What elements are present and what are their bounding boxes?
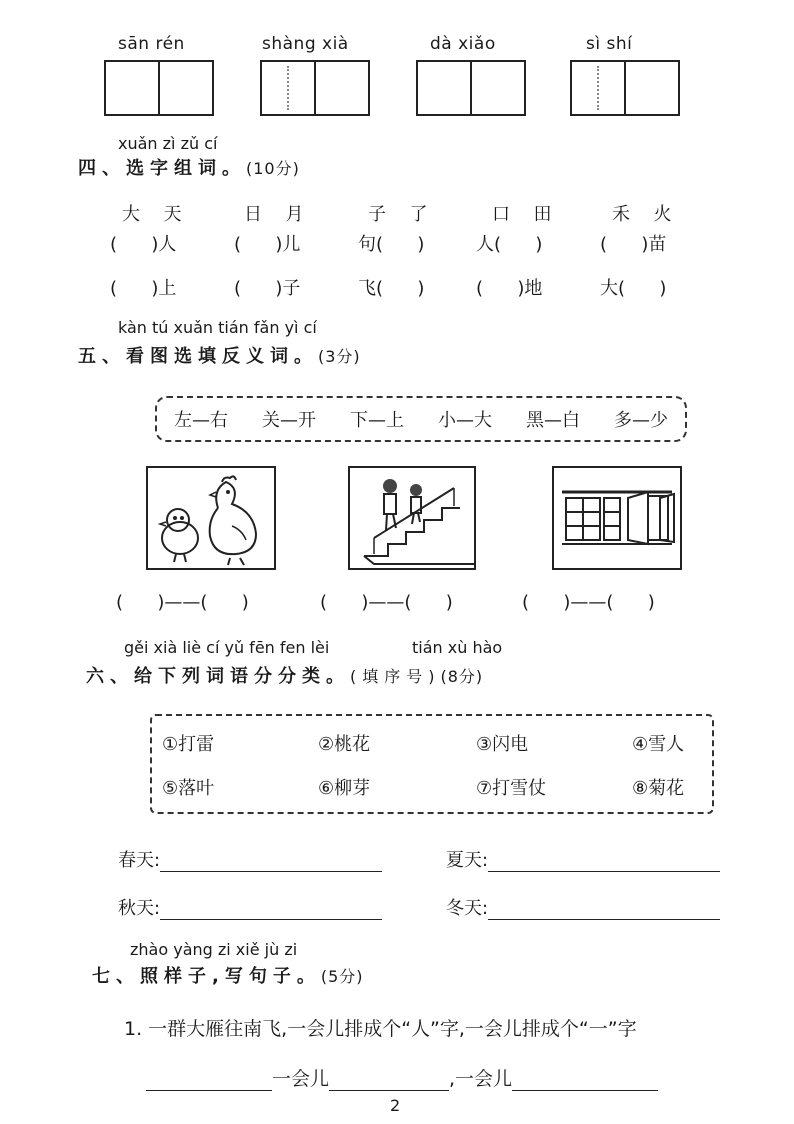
fill-blank[interactable]: 人( ): [476, 234, 543, 255]
fill-blank[interactable]: ( )苗: [600, 234, 667, 255]
antonym-pair: 黑—白: [526, 410, 580, 431]
antonym-pair: 下—上: [350, 410, 404, 431]
section5-score: (3分): [318, 347, 361, 366]
page-number: 2: [390, 1096, 401, 1115]
section7-score: (5分): [320, 967, 364, 986]
answer-line[interactable]: [512, 1070, 658, 1091]
section7-title-text: 七、照样子,写句子。: [92, 966, 321, 987]
section4-title: [78, 154, 300, 180]
answer-line[interactable]: [146, 1070, 272, 1091]
fill-blank[interactable]: 句( ): [358, 234, 425, 255]
word-item: ①打雷: [162, 734, 215, 755]
season-winter: [446, 894, 720, 920]
season-spring: [118, 846, 382, 872]
word-item: ③闪电: [476, 734, 529, 755]
writing-box-1[interactable]: [104, 60, 214, 116]
picture-children-on-stairs: [348, 466, 476, 570]
pinyin-si-shi: sì shí: [586, 34, 633, 54]
stairs-icon: [350, 468, 474, 568]
fill-blank[interactable]: ( )子: [234, 278, 301, 299]
fill-text: ,一会儿: [449, 1068, 513, 1090]
season-summer: [446, 846, 720, 872]
section6-title-text: 六、给下列词语分分类。: [86, 666, 350, 687]
antonym-pair: 关—开: [262, 410, 316, 431]
answer-line[interactable]: [160, 899, 382, 920]
section7-title: [92, 962, 364, 988]
section5-title: [78, 342, 361, 368]
writing-box-4[interactable]: [570, 60, 680, 116]
fill-blank[interactable]: ( )儿: [234, 234, 301, 255]
fill-blank[interactable]: ( )人: [110, 234, 177, 255]
picture-windows: [552, 466, 682, 570]
pinyin-shang-xia: shàng xià: [262, 34, 349, 54]
word-item: ④雪人: [632, 734, 685, 755]
season-label: 春天:: [118, 850, 161, 871]
word-item: ⑧菊花: [632, 778, 685, 799]
char-pair-1: 大 天: [122, 204, 186, 225]
answer-line[interactable]: [488, 851, 720, 872]
char-pair-2: 日 月: [244, 204, 308, 225]
antonym-answer-3[interactable]: ( )——( ): [522, 592, 655, 613]
section6-score: (8分): [440, 667, 484, 686]
classify-word-bank: [150, 714, 714, 814]
fill-blank[interactable]: 大( ): [600, 278, 667, 299]
char-pair-5: 禾 火: [612, 204, 676, 225]
season-label: 冬天:: [446, 898, 489, 919]
word-item: ⑤落叶: [162, 778, 215, 799]
antonym-pair: 左—右: [174, 410, 228, 431]
section6-title: [86, 662, 483, 688]
chick-hen-icon: [148, 468, 274, 568]
example-sentence: 1. 一群大雁往南飞,一会儿排成个“人”字,一会儿排成个“一”字: [124, 1018, 637, 1040]
word-item: ⑥柳芽: [318, 778, 371, 799]
answer-line[interactable]: [329, 1070, 449, 1091]
section4-title-text: 四、选字组词。: [78, 158, 246, 179]
window-icon: [554, 468, 680, 568]
section5-title-text: 五、看图选填反义词。: [78, 346, 318, 367]
section4-pinyin: xuǎn zì zǔ cí: [118, 134, 218, 153]
answer-line[interactable]: [488, 899, 720, 920]
word-item: ⑦打雪仗: [476, 778, 547, 799]
season-label: 秋天:: [118, 898, 161, 919]
season-label: 夏天:: [446, 850, 489, 871]
antonym-answer-1[interactable]: ( )——( ): [116, 592, 249, 613]
section6-pinyin: gěi xià liè cí yǔ fēn fen lèi: [124, 638, 330, 657]
fill-blank[interactable]: 飞( ): [358, 278, 425, 299]
writing-box-2[interactable]: [260, 60, 370, 116]
answer-line[interactable]: [160, 851, 382, 872]
section5-pinyin: kàn tú xuǎn tián fǎn yì cí: [118, 318, 317, 337]
antonym-pair: 多—少: [614, 410, 668, 431]
antonym-word-bank: [155, 396, 687, 442]
fill-blank[interactable]: ( )上: [110, 278, 177, 299]
word-item: ②桃花: [318, 734, 371, 755]
section6-pinyin-note: tián xù hào: [412, 638, 503, 657]
pinyin-san-ren: sān rén: [118, 34, 185, 54]
char-pair-3: 子 了: [368, 204, 432, 225]
char-pair-4: 口 田: [492, 204, 556, 225]
picture-chick-and-hen: [146, 466, 276, 570]
antonym-answer-2[interactable]: ( )——( ): [320, 592, 453, 613]
fill-blank[interactable]: ( )地: [476, 278, 543, 299]
section7-pinyin: zhào yàng zi xiě jù zi: [130, 940, 298, 959]
sentence-fill-row: [146, 1064, 658, 1091]
antonym-pair: 小—大: [438, 410, 492, 431]
writing-box-3[interactable]: [416, 60, 526, 116]
section6-note: (填序号): [350, 667, 441, 686]
fill-text: 一会儿: [272, 1068, 330, 1090]
pinyin-da-xiao: dà xiǎo: [430, 34, 496, 54]
section4-score: (10分): [246, 159, 300, 178]
season-autumn: [118, 894, 382, 920]
